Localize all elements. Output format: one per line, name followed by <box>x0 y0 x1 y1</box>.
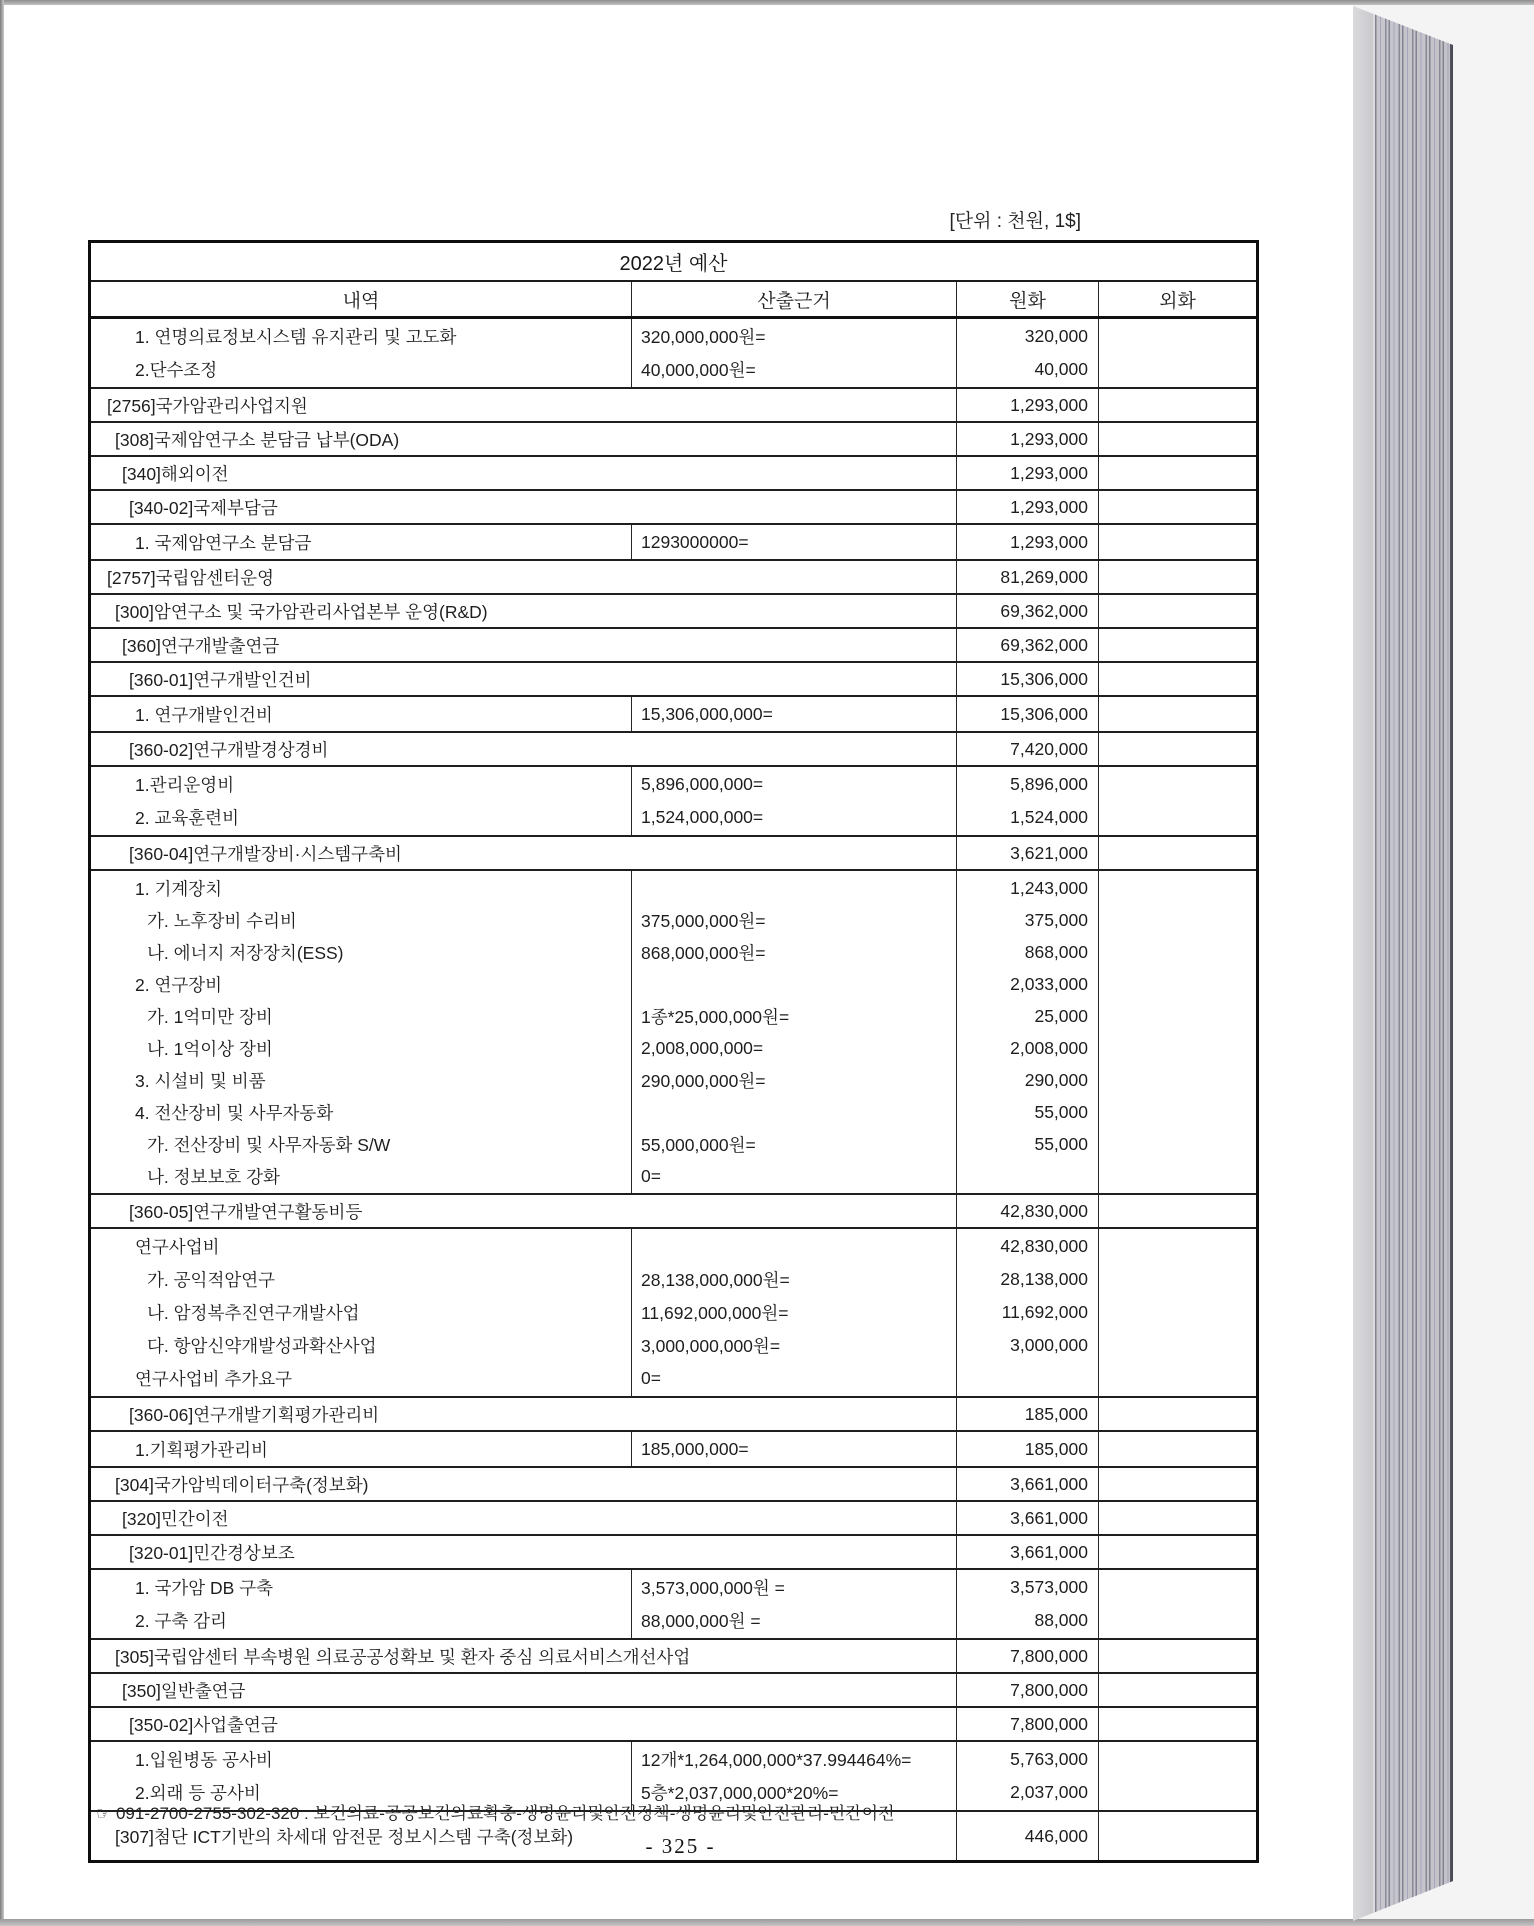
calc-basis-line: 0= <box>641 1368 661 1388</box>
krw-amount-line <box>957 1362 1098 1395</box>
krw-amount-cell: 81,269,000 <box>956 561 1098 593</box>
item-name-line: 가. 노후장비 수리비 <box>147 910 297 931</box>
calc-basis-line <box>632 968 956 1000</box>
calc-basis-line: 55,000,000원= <box>641 1134 756 1155</box>
fx-amount-cell <box>1098 491 1256 523</box>
krw-amount-line: 55,000 <box>1034 1133 1088 1154</box>
calc-basis-line: 5층*2,037,000,000*20%= <box>641 1783 839 1803</box>
paper-sheet <box>4 5 1353 1919</box>
krw-amount-line: 375,000 <box>1024 909 1088 930</box>
table-row <box>91 523 1256 559</box>
krw-amount-line: 88,000 <box>1034 1610 1088 1630</box>
item-name-line: 2. 교육훈련비 <box>135 808 239 828</box>
table-row <box>91 661 1256 695</box>
item-name-line: 다. 항암신약개발성과확산사업 <box>147 1336 377 1356</box>
krw-amount-line: 28,138,000 <box>1000 1269 1088 1289</box>
krw-amount-cell: 446,000 <box>956 1812 1098 1860</box>
item-name-line: 2.단수조정 <box>135 360 218 380</box>
krw-amount-cell: 1,293,000 <box>956 525 1098 559</box>
table-row <box>91 1638 1256 1672</box>
krw-amount-line: 2,008,000 <box>1010 1037 1088 1058</box>
calc-basis-cell: 185,000,000= <box>631 1432 956 1466</box>
table-row <box>91 1430 1256 1466</box>
item-name-cell: [360-02]연구개발경상경비 <box>129 739 329 760</box>
item-name-line: 연구사업비 추가요구 <box>135 1369 293 1389</box>
calc-basis-line: 28,138,000,000원= <box>641 1270 790 1290</box>
fx-amount-cell <box>1098 629 1256 661</box>
fx-amount-cell <box>1098 1432 1256 1466</box>
item-name-cell: [360-06]연구개발기획평가관리비 <box>129 1404 380 1425</box>
calc-basis-line: 12개*1,264,000,000*37.994464%= <box>641 1750 912 1770</box>
table-row <box>91 319 1256 387</box>
krw-amount-cell <box>956 1742 1098 1810</box>
krw-amount-line: 2,037,000 <box>1010 1782 1088 1802</box>
item-name-cell <box>91 319 631 387</box>
item-name-cell: [300]암연구소 및 국가암관리사업본부 운영(R&D) <box>115 601 488 622</box>
item-name-line: 나. 에너지 저장장치(ESS) <box>147 942 344 963</box>
krw-amount-cell: 7,800,000 <box>956 1640 1098 1672</box>
fx-amount-cell <box>1098 389 1256 421</box>
item-name-line: 가. 1억미만 장비 <box>147 1006 273 1027</box>
fx-amount-cell <box>1098 767 1256 835</box>
calc-basis-cell <box>631 767 956 835</box>
item-name-cell: [360]연구개발출연금 <box>122 635 280 656</box>
krw-amount-line: 5,896,000 <box>1010 774 1088 794</box>
calc-basis-line: 2,008,000,000= <box>641 1037 764 1058</box>
krw-amount-line: 1,243,000 <box>1010 877 1088 898</box>
calc-basis-line: 5,896,000,000= <box>641 774 764 794</box>
table-row <box>91 559 1256 593</box>
table-row <box>91 593 1256 627</box>
krw-amount-cell: 69,362,000 <box>956 629 1098 661</box>
table-row <box>91 421 1256 455</box>
item-name-line: 2. 연구장비 <box>135 974 223 995</box>
item-name-cell: [304]국가암빅데이터구축(정보화) <box>115 1474 369 1495</box>
krw-amount-cell: 3,661,000 <box>956 1536 1098 1568</box>
krw-amount-cell <box>956 871 1098 1193</box>
column-header: 내역 <box>342 290 380 312</box>
fx-amount-cell <box>1098 1708 1256 1740</box>
item-name-cell: 1. 연구개발인건비 <box>135 704 273 725</box>
table-row <box>91 731 1256 765</box>
krw-amount-cell <box>956 1229 1098 1396</box>
krw-amount-cell: 185,000 <box>956 1432 1098 1466</box>
table-row <box>91 1466 1256 1500</box>
table-row <box>91 1396 1256 1430</box>
column-header: 산출근거 <box>631 282 956 316</box>
krw-amount-line: 290,000 <box>1024 1069 1088 1090</box>
item-name-line: 가. 전산장비 및 사무자동화 S/W <box>147 1134 391 1155</box>
calc-basis-line <box>632 1096 956 1128</box>
krw-amount-line: 868,000 <box>1024 941 1088 962</box>
item-name-cell <box>91 1570 631 1638</box>
table-row <box>91 1534 1256 1568</box>
calc-basis-cell <box>631 871 956 1193</box>
item-name-line: 가. 공익적암연구 <box>147 1270 276 1290</box>
table-header-row <box>91 282 1256 319</box>
budget-table <box>88 240 1259 1863</box>
item-name-line: 1. 기계장치 <box>135 878 223 899</box>
column-header: 외화 <box>1098 282 1256 316</box>
table-row <box>91 1227 1256 1396</box>
table-row <box>91 835 1256 869</box>
calc-basis-line: 320,000,000원= <box>641 327 766 347</box>
calc-basis-line: 1종*25,000,000원= <box>641 1006 790 1027</box>
fx-amount-cell <box>1098 1195 1256 1227</box>
krw-amount-cell: 3,621,000 <box>956 837 1098 869</box>
item-name-cell <box>91 871 631 1193</box>
page-edge-stripes <box>1373 0 1453 1926</box>
krw-amount-line: 11,692,000 <box>1001 1302 1088 1322</box>
item-name-cell: [360-01]연구개발인건비 <box>129 669 312 690</box>
krw-amount-line: 320,000 <box>1024 326 1088 346</box>
krw-amount-cell: 3,661,000 <box>956 1502 1098 1534</box>
calc-basis-line <box>632 872 956 904</box>
item-name-cell: [320-01]민간경상보조 <box>129 1542 295 1563</box>
item-name-cell: [340]해외이전 <box>122 463 229 484</box>
krw-amount-line: 2,033,000 <box>1010 973 1088 994</box>
fx-amount-cell <box>1098 1229 1256 1396</box>
krw-amount-cell: 3,661,000 <box>956 1468 1098 1500</box>
fx-amount-cell <box>1098 733 1256 765</box>
krw-amount-cell <box>956 767 1098 835</box>
fx-amount-cell <box>1098 1674 1256 1706</box>
krw-amount-cell: 1,293,000 <box>956 389 1098 421</box>
krw-amount-line: 40,000 <box>1034 359 1088 379</box>
krw-amount-line: 25,000 <box>1034 1005 1088 1026</box>
fx-amount-cell <box>1098 561 1256 593</box>
table-row <box>91 455 1256 489</box>
fx-amount-cell <box>1098 1502 1256 1534</box>
item-name-line: 4. 전산장비 및 사무자동화 <box>135 1102 334 1123</box>
calc-basis-line: 1,524,000,000= <box>641 807 764 827</box>
krw-amount-cell: 7,800,000 <box>956 1674 1098 1706</box>
table-row <box>91 489 1256 523</box>
item-name-line: 1.입원병동 공사비 <box>135 1750 273 1770</box>
item-name-cell: [350]일반출연금 <box>122 1680 246 1701</box>
item-name-cell: [360-05]연구개발연구활동비등 <box>129 1201 363 1222</box>
table-row <box>91 1672 1256 1706</box>
unit-label: [단위 : 천원, 1$] <box>949 211 1081 232</box>
item-name-cell: 1.기획평가관리비 <box>135 1439 268 1460</box>
item-name-line: 나. 1억이상 장비 <box>147 1038 273 1059</box>
fx-amount-cell <box>1098 1742 1256 1810</box>
table-row <box>91 695 1256 731</box>
table-title: 2022년 예산 <box>91 243 1256 282</box>
calc-basis-cell <box>631 319 956 387</box>
scan-edge-bottom <box>0 1919 1534 1926</box>
item-name-cell: [308]국제암연구소 분담금 납부(ODA) <box>115 429 400 450</box>
fx-amount-cell <box>1098 663 1256 695</box>
table-row <box>91 1500 1256 1534</box>
krw-amount-cell: 1,293,000 <box>956 457 1098 489</box>
page-number: - 325 - <box>645 1834 716 1858</box>
fx-amount-cell <box>1098 595 1256 627</box>
fx-amount-cell <box>1098 837 1256 869</box>
krw-amount-cell: 1,293,000 <box>956 491 1098 523</box>
krw-amount-cell: 185,000 <box>956 1398 1098 1430</box>
krw-amount-line: 3,000,000 <box>1010 1335 1088 1355</box>
item-name-line: 1. 연명의료정보시스템 유지관리 및 고도화 <box>135 327 457 347</box>
table-row <box>91 387 1256 421</box>
table-row <box>91 627 1256 661</box>
fx-amount-cell <box>1098 1570 1256 1638</box>
fx-amount-cell <box>1098 1536 1256 1568</box>
item-name-cell: [2756]국가암관리사업지원 <box>107 395 308 416</box>
krw-amount-cell: 7,420,000 <box>956 733 1098 765</box>
krw-amount-line: 1,524,000 <box>1010 807 1088 827</box>
krw-amount-cell: 15,306,000 <box>956 663 1098 695</box>
item-name-line: 나. 암정복추진연구개발사업 <box>147 1303 360 1323</box>
fx-amount-cell <box>1098 319 1256 387</box>
table-row <box>91 1568 1256 1638</box>
calc-basis-cell: 1293000000= <box>631 525 956 559</box>
calc-basis-line: 40,000,000원= <box>641 360 756 380</box>
fx-amount-cell <box>1098 457 1256 489</box>
fx-amount-cell <box>1098 1640 1256 1672</box>
fx-amount-cell <box>1098 697 1256 731</box>
item-name-cell: [320]민간이전 <box>122 1508 229 1529</box>
krw-amount-line <box>957 1160 1098 1192</box>
krw-amount-cell <box>956 319 1098 387</box>
fx-amount-cell <box>1098 423 1256 455</box>
fx-amount-cell <box>1098 1468 1256 1500</box>
krw-amount-cell: 1,293,000 <box>956 423 1098 455</box>
calc-basis-line: 3,573,000,000원 = <box>641 1578 785 1598</box>
book-page-stack <box>1353 0 1453 1926</box>
krw-amount-cell: 69,362,000 <box>956 595 1098 627</box>
krw-amount-line: 55,000 <box>1034 1101 1088 1122</box>
fx-amount-cell <box>1098 871 1256 1193</box>
footnote: ☞ 091-2700-2755-302-320 : 보건의료-공공보건의료확충-생명윤리및안전정책-생명윤리및안전관리-민간이전 <box>96 1804 895 1823</box>
calc-basis-line: 868,000,000원= <box>641 942 766 963</box>
item-name-line: 나. 정보보호 강화 <box>147 1166 280 1187</box>
calc-basis-line: 375,000,000원= <box>641 910 766 931</box>
item-name-line: 3. 시설비 및 비품 <box>135 1070 266 1091</box>
item-name-cell: 1. 국제암연구소 분담금 <box>135 532 312 553</box>
item-name-cell: [305]국립암센터 부속병원 의료공공성확보 및 환자 중심 의료서비스개선사업 <box>115 1646 691 1667</box>
fx-amount-cell <box>1098 525 1256 559</box>
table-row <box>91 1706 1256 1740</box>
calc-basis-line: 290,000,000원= <box>641 1070 766 1091</box>
calc-basis-line: 11,692,000,000원= <box>641 1303 789 1323</box>
table-body <box>91 319 1256 1860</box>
item-name-line: 2.외래 등 공사비 <box>135 1783 261 1803</box>
item-name-cell: [350-02]사업출연금 <box>129 1714 278 1735</box>
calc-basis-line: 0= <box>641 1165 661 1186</box>
krw-amount-line: 5,763,000 <box>1010 1749 1088 1769</box>
item-name-cell: [360-04]연구개발장비·시스템구축비 <box>129 843 402 864</box>
krw-amount-cell: 42,830,000 <box>956 1195 1098 1227</box>
krw-amount-line: 3,573,000 <box>1010 1577 1088 1597</box>
column-header: 원화 <box>956 282 1098 316</box>
item-name-cell: [307]첨단 ICT기반의 차세대 암전문 정보시스템 구축(정보화) <box>115 1826 574 1847</box>
krw-amount-cell <box>956 1570 1098 1638</box>
item-name-line: 1. 국가암 DB 구축 <box>135 1578 274 1598</box>
item-name-cell: [340-02]국제부담금 <box>129 497 278 518</box>
calc-basis-line <box>632 1230 956 1263</box>
table-row <box>91 869 1256 1193</box>
calc-basis-line: 88,000,000원 = <box>641 1611 761 1631</box>
krw-amount-line: 42,830,000 <box>1000 1236 1088 1256</box>
fx-amount-cell <box>1098 1398 1256 1430</box>
krw-amount-cell: 15,306,000 <box>956 697 1098 731</box>
item-name-cell <box>91 1229 631 1396</box>
item-name-line: 1.관리운영비 <box>135 775 235 795</box>
item-name-cell: [2757]국립암센터운영 <box>107 567 274 588</box>
calc-basis-cell <box>631 1229 956 1396</box>
table-row <box>91 1193 1256 1227</box>
calc-basis-cell: 15,306,000,000= <box>631 697 956 731</box>
table-row <box>91 765 1256 835</box>
calc-basis-cell <box>631 1570 956 1638</box>
item-name-cell <box>91 767 631 835</box>
calc-basis-line: 3,000,000,000원= <box>641 1336 781 1356</box>
item-name-line: 연구사업비 <box>135 1237 220 1257</box>
item-name-line: 2. 구축 감리 <box>135 1611 227 1631</box>
krw-amount-cell: 7,800,000 <box>956 1708 1098 1740</box>
